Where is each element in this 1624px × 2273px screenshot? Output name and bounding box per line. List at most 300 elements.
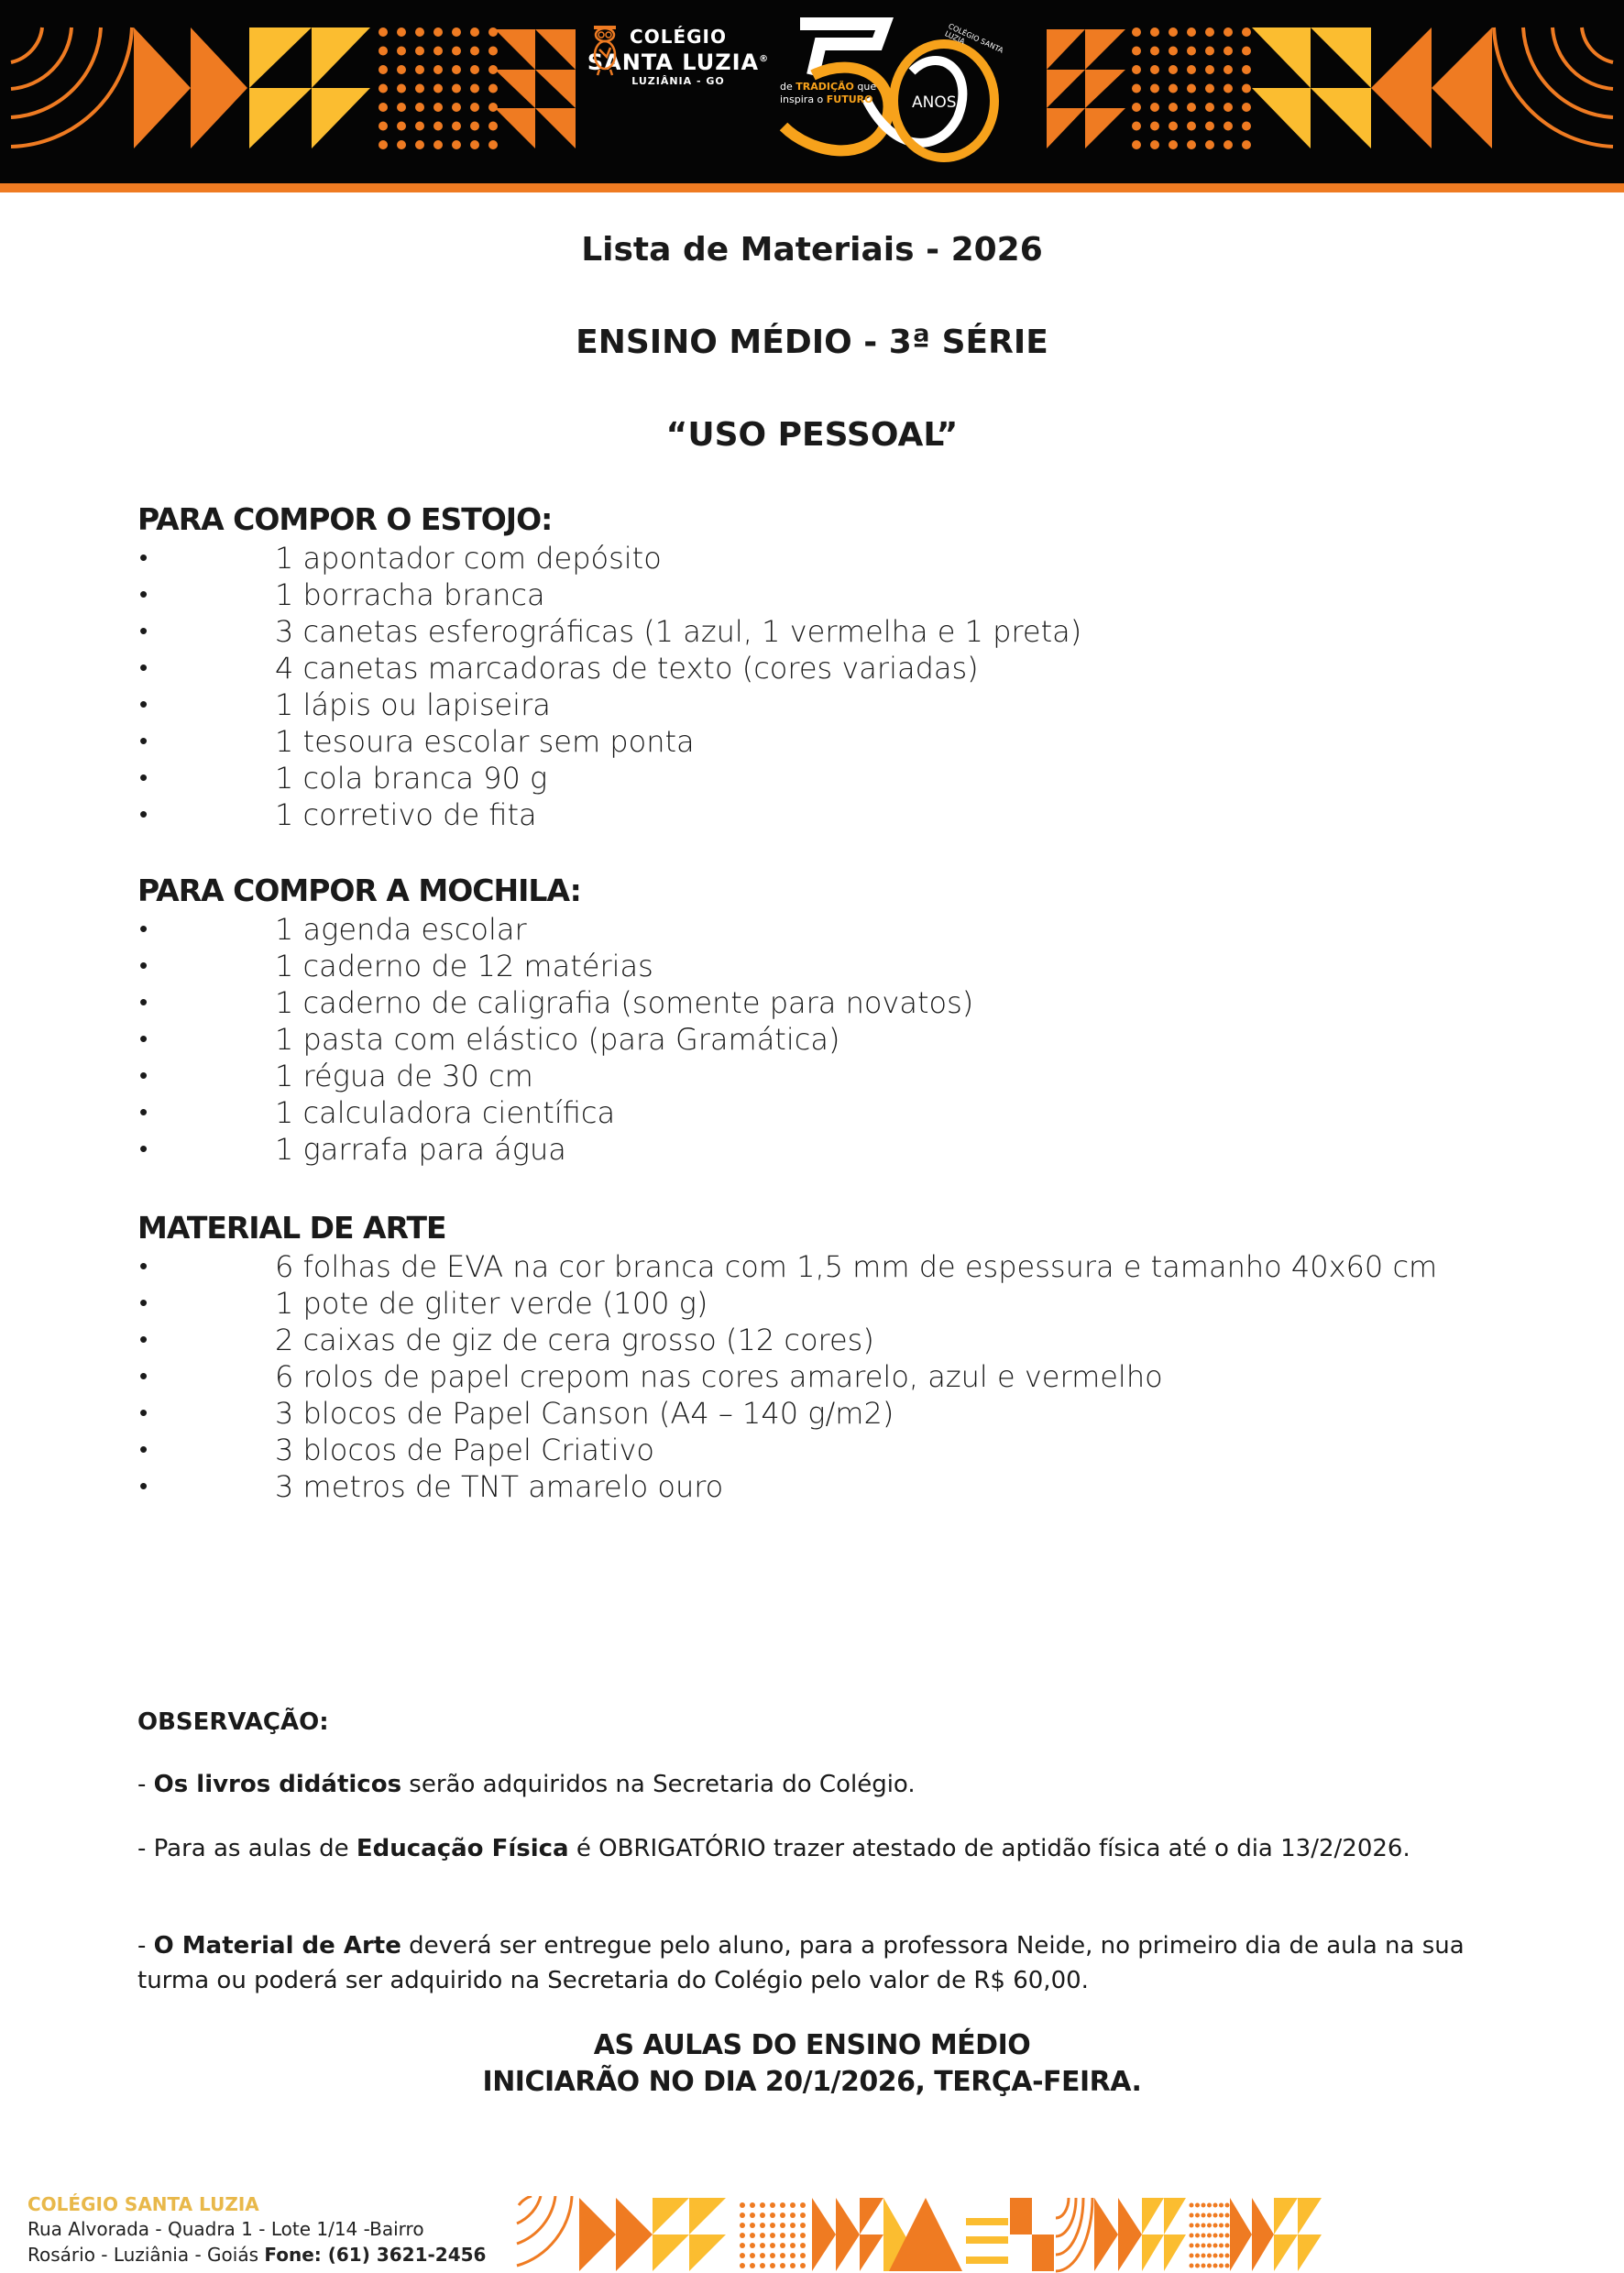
list-item xyxy=(137,1322,1494,1358)
dot-shape xyxy=(397,27,406,37)
dot-shape xyxy=(1187,122,1196,131)
dot-shape xyxy=(740,2243,745,2248)
list-item xyxy=(137,1058,1494,1094)
dot-shape xyxy=(1190,2224,1194,2228)
dot-shape xyxy=(790,2243,796,2248)
dot-shape xyxy=(1205,65,1214,74)
list-item-text: 1 lápis ou lapiseira xyxy=(275,687,551,722)
dot-shape xyxy=(1219,2203,1223,2208)
footer-decoration xyxy=(513,2196,1624,2273)
dot-shape xyxy=(1207,2244,1212,2248)
dot-shape xyxy=(800,2213,806,2218)
bullet-icon: • xyxy=(139,544,148,572)
dot-shape xyxy=(1219,2224,1223,2228)
dot-shape xyxy=(760,2223,765,2228)
list-item-text: 1 caderno de caligrafia (somente para novatos) xyxy=(275,985,974,1020)
dot-shape xyxy=(1219,2234,1223,2238)
final-notice xyxy=(0,2027,1624,2101)
dot-shape xyxy=(397,84,406,93)
list-item-text: 1 calculadora científica xyxy=(275,1095,616,1130)
triangle-shape xyxy=(312,88,370,148)
triangle-shape xyxy=(249,88,312,148)
dot-shape xyxy=(1190,2234,1194,2238)
dot-shape xyxy=(1207,2264,1212,2268)
dot-shape xyxy=(780,2253,785,2258)
dot-shape xyxy=(452,122,461,131)
dot-shape xyxy=(1187,103,1196,112)
list-item-text: 3 blocos de Papel Criativo xyxy=(275,1433,654,1467)
dot-shape xyxy=(1219,2254,1223,2258)
dot-shape xyxy=(800,2202,806,2208)
dot-shape xyxy=(470,65,479,74)
item-list xyxy=(137,540,1494,833)
dot-shape xyxy=(1207,2234,1212,2238)
dot-shape xyxy=(415,47,424,56)
dot-shape xyxy=(1150,122,1159,131)
dot-shape xyxy=(1202,2244,1206,2248)
dot-shape xyxy=(790,2213,796,2218)
dot-shape xyxy=(1195,2244,1200,2248)
dot-shape xyxy=(470,122,479,131)
dot-shape xyxy=(452,84,461,93)
dot-shape xyxy=(770,2263,775,2268)
dot-shape xyxy=(379,65,388,74)
dot-shape xyxy=(1150,27,1159,37)
bullet-icon: • xyxy=(139,691,148,719)
bullet-icon: • xyxy=(139,1400,148,1427)
bullet-icon: • xyxy=(139,1326,148,1354)
dot-shape xyxy=(379,122,388,131)
bullet-icon: • xyxy=(139,916,148,943)
dot-shape xyxy=(1219,2264,1223,2268)
triangle-shape xyxy=(1047,29,1085,70)
section-mochila xyxy=(137,871,1494,1168)
bullet-icon: • xyxy=(139,1062,148,1090)
dot-shape xyxy=(397,103,406,112)
dot-shape xyxy=(1132,47,1141,56)
dot-shape xyxy=(800,2233,806,2238)
list-item-text: 1 agenda escolar xyxy=(275,912,527,947)
list-item xyxy=(137,1131,1494,1168)
level-title: ENSINO MÉDIO - 3ª SÉRIE xyxy=(576,324,1048,361)
dot-shape xyxy=(800,2223,806,2228)
dot-shape xyxy=(750,2213,755,2218)
bullet-icon: • xyxy=(139,1026,148,1053)
bullet-icon: • xyxy=(139,1363,148,1390)
dot-shape xyxy=(379,140,388,149)
dot-shape xyxy=(1207,2203,1212,2208)
dot-shape xyxy=(1150,140,1159,149)
dot-shape xyxy=(1150,47,1159,56)
dot-shape xyxy=(1213,2254,1218,2258)
list-item xyxy=(137,1094,1494,1131)
dot-shape xyxy=(1195,2224,1200,2228)
dot-shape xyxy=(470,103,479,112)
list-item xyxy=(137,613,1494,650)
list-item xyxy=(137,911,1494,948)
dot-shape xyxy=(415,84,424,93)
dot-shape xyxy=(1169,84,1178,93)
section-heading: PARA COMPOR O ESTOJO: xyxy=(137,501,553,537)
dot-shape xyxy=(740,2202,745,2208)
dot-shape xyxy=(488,122,498,131)
section-heading: MATERIAL DE ARTE xyxy=(137,1210,446,1246)
observation-livros: - Os livros didáticos serão adquiridos na Secretaria do Colégio. xyxy=(137,1771,916,1798)
dot-shape xyxy=(1150,84,1159,93)
dot-shape xyxy=(488,103,498,112)
dot-shape xyxy=(488,47,498,56)
dot-shape xyxy=(740,2263,745,2268)
list-item-text: 3 blocos de Papel Canson (A4 – 140 g/m2) xyxy=(275,1396,894,1431)
section-heading: PARA COMPOR A MOCHILA: xyxy=(137,873,581,908)
dot-shape xyxy=(770,2213,775,2218)
dot-shape xyxy=(1132,122,1141,131)
dot-shape xyxy=(780,2213,785,2218)
footer-address-line1: Rua Alvorada - Quadra 1 - Lote 1/14 -Bairro xyxy=(27,2218,424,2240)
dot-shape xyxy=(488,84,498,93)
triangle-shape xyxy=(1085,70,1125,108)
list-item-text: 1 pote de gliter verde (100 g) xyxy=(275,1286,708,1321)
dot-shape xyxy=(1242,47,1251,56)
dot-shape xyxy=(750,2253,755,2258)
list-item-text: 3 canetas esferográficas (1 azul, 1 vermelha e 1 preta) xyxy=(275,614,1082,649)
dot-shape xyxy=(1202,2254,1206,2258)
triangle-shape xyxy=(535,29,576,70)
footer-school-name: COLÉGIO SANTA LUZIA xyxy=(27,2193,259,2215)
dot-shape xyxy=(379,47,388,56)
item-list xyxy=(137,911,1494,1168)
dot-shape xyxy=(1187,47,1196,56)
list-item-text: 1 corretivo de fita xyxy=(275,797,537,832)
list-item-text: 1 garrafa para água xyxy=(275,1132,566,1167)
dot-shape xyxy=(452,27,461,37)
dot-shape xyxy=(790,2233,796,2238)
dot-shape xyxy=(780,2263,785,2268)
dot-shape xyxy=(1195,2264,1200,2268)
dot-shape xyxy=(433,27,443,37)
dot-shape xyxy=(452,103,461,112)
bullet-icon: • xyxy=(139,1290,148,1317)
triangle-shape xyxy=(1047,70,1085,108)
dot-shape xyxy=(452,140,461,149)
dot-shape xyxy=(740,2213,745,2218)
dot-shape xyxy=(1207,2213,1212,2218)
final-notice-line2: INICIARÃO NO DIA 20/1/2026, TERÇA-FEIRA. xyxy=(482,2066,1142,2098)
footer-address-line2: Rosário - Luziânia - Goiás Fone: (61) 3621-2456 xyxy=(27,2244,487,2266)
dot-shape xyxy=(1225,2213,1230,2218)
dot-shape xyxy=(770,2223,775,2228)
list-item-text: 1 tesoura escolar sem ponta xyxy=(275,724,695,759)
bullet-icon: • xyxy=(139,1473,148,1500)
dot-shape xyxy=(1187,65,1196,74)
dot-shape xyxy=(740,2233,745,2238)
dot-shape xyxy=(433,65,443,74)
arcs-right-icon xyxy=(1494,27,1613,147)
dot-shape xyxy=(1190,2203,1194,2208)
dot-shape xyxy=(1150,103,1159,112)
dot-shape xyxy=(770,2243,775,2248)
dot-shape xyxy=(1242,65,1251,74)
anniversary-logo xyxy=(774,16,1008,163)
list-item xyxy=(137,540,1494,576)
triangle-shape xyxy=(1085,29,1125,70)
list-item-text: 6 folhas de EVA na cor branca com 1,5 mm de espessura e tamanho 40x60 cm xyxy=(275,1249,1438,1284)
dot-shape xyxy=(1190,2244,1194,2248)
observation-heading: OBSERVAÇÃO: xyxy=(137,1708,329,1736)
list-item-text: 3 metros de TNT amarelo ouro xyxy=(275,1469,724,1504)
banner-orange-stripe xyxy=(0,183,1624,192)
dot-shape xyxy=(1225,2264,1230,2268)
list-item xyxy=(137,984,1494,1021)
footer-arcs-left-icon xyxy=(517,2196,572,2266)
triangle-shape xyxy=(1311,27,1371,88)
list-item xyxy=(137,796,1494,833)
page-title: Lista de Materiais - 2026 xyxy=(581,231,1043,269)
dot-shape xyxy=(1219,2244,1223,2248)
dot-grid-left xyxy=(379,27,498,149)
footer-phone: Fone: (61) 3621-2456 xyxy=(264,2244,487,2266)
dot-shape xyxy=(1187,84,1196,93)
dot-shape xyxy=(415,65,424,74)
bullet-icon: • xyxy=(139,1136,148,1163)
header-banner xyxy=(0,0,1624,183)
dot-shape xyxy=(1187,140,1196,149)
owl-mascot-icon xyxy=(587,22,623,77)
dot-shape xyxy=(1242,140,1251,149)
list-item xyxy=(137,1358,1494,1395)
list-item xyxy=(137,1432,1494,1468)
triangle-shape xyxy=(1432,27,1492,148)
dot-shape xyxy=(1213,2264,1218,2268)
bullet-icon: • xyxy=(139,618,148,645)
logo-colegio-text: COLÉGIO xyxy=(630,26,727,48)
dot-shape xyxy=(1207,2254,1212,2258)
dot-shape xyxy=(433,122,443,131)
dot-shape xyxy=(780,2223,785,2228)
dot-shape xyxy=(740,2223,745,2228)
observation-educacao-fisica: - Para as aulas de Educação Física é OBRIGATÓRIO trazer atestado de aptidão física até o dia 13/2/2026. xyxy=(137,1835,1410,1862)
dot-shape xyxy=(800,2253,806,2258)
dot-shape xyxy=(780,2202,785,2208)
dot-shape xyxy=(488,140,498,149)
dot-shape xyxy=(1195,2203,1200,2208)
dot-shape xyxy=(1242,122,1251,131)
dot-shape xyxy=(750,2223,755,2228)
dot-shape xyxy=(740,2253,745,2258)
bullet-icon: • xyxy=(139,654,148,682)
dot-shape xyxy=(415,122,424,131)
dot-shape xyxy=(790,2202,796,2208)
list-item-text: 2 caixas de giz de cera grosso (12 cores) xyxy=(275,1323,874,1357)
list-item xyxy=(137,1248,1494,1285)
dot-shape xyxy=(760,2202,765,2208)
dot-shape xyxy=(1223,140,1233,149)
list-item-text: 4 canetas marcadoras de texto (cores variadas) xyxy=(275,651,979,686)
section-arte xyxy=(137,1208,1494,1505)
triangle-shape xyxy=(1047,108,1085,148)
dot-shape xyxy=(1223,65,1233,74)
dot-shape xyxy=(1213,2213,1218,2218)
dot-shape xyxy=(1223,84,1233,93)
dot-shape xyxy=(1205,122,1214,131)
dot-shape xyxy=(1190,2264,1194,2268)
dot-shape xyxy=(1207,2224,1212,2228)
dot-shape xyxy=(1223,103,1233,112)
dot-shape xyxy=(433,140,443,149)
dot-shape xyxy=(1190,2254,1194,2258)
bullet-icon: • xyxy=(139,581,148,609)
dot-shape xyxy=(760,2233,765,2238)
triangle-shape xyxy=(134,27,191,148)
dot-shape xyxy=(379,103,388,112)
bullet-icon: • xyxy=(139,728,148,755)
dot-shape xyxy=(397,47,406,56)
triangle-shape xyxy=(1252,88,1311,148)
list-item xyxy=(137,686,1494,723)
dot-shape xyxy=(1132,140,1141,149)
dot-shape xyxy=(1169,47,1178,56)
list-item xyxy=(137,1395,1494,1432)
dot-shape xyxy=(1225,2244,1230,2248)
list-item-text: 1 apontador com depósito xyxy=(275,541,662,576)
observation-material-arte: - O Material de Arte deverá ser entregue pelo aluno, para a professora Neide, no primeiro dia de aula na sua turma ou poderá ser adquirido na Secretaria do Colégio pelo valor de R$ 60,00. xyxy=(137,1932,1465,1994)
dot-shape xyxy=(1242,103,1251,112)
dot-shape xyxy=(1213,2244,1218,2248)
list-item xyxy=(137,948,1494,984)
list-item xyxy=(137,760,1494,796)
dot-shape xyxy=(1225,2234,1230,2238)
dot-shape xyxy=(780,2233,785,2238)
triangle-shape xyxy=(495,108,535,148)
school-logo xyxy=(587,20,770,158)
dot-shape xyxy=(1242,27,1251,37)
dot-shape xyxy=(750,2202,755,2208)
dot-shape xyxy=(760,2243,765,2248)
dot-shape xyxy=(1132,65,1141,74)
dot-shape xyxy=(433,103,443,112)
dot-shape xyxy=(760,2253,765,2258)
list-item-text: 1 borracha branca xyxy=(275,577,545,612)
dot-shape xyxy=(433,84,443,93)
dot-shape xyxy=(470,27,479,37)
list-item xyxy=(137,723,1494,760)
triangle-shape xyxy=(312,27,370,88)
dot-shape xyxy=(1205,47,1214,56)
item-list xyxy=(137,1248,1494,1505)
bullet-icon: • xyxy=(139,1436,148,1464)
triangle-shape xyxy=(1371,27,1432,148)
triangle-shape xyxy=(1085,108,1125,148)
dot-shape xyxy=(470,84,479,93)
dot-shape xyxy=(1169,27,1178,37)
dot-shape xyxy=(1202,2264,1206,2268)
dot-shape xyxy=(1132,103,1141,112)
dot-shape xyxy=(379,84,388,93)
dot-shape xyxy=(452,47,461,56)
dot-shape xyxy=(1225,2224,1230,2228)
list-item-text: 1 cola branca 90 g xyxy=(275,761,548,796)
triangle-shape xyxy=(535,70,576,108)
dot-grid-right xyxy=(1132,27,1251,149)
dot-shape xyxy=(1213,2224,1218,2228)
dot-shape xyxy=(379,27,388,37)
dot-shape xyxy=(790,2223,796,2228)
dot-shape xyxy=(415,103,424,112)
dot-shape xyxy=(470,47,479,56)
dot-shape xyxy=(790,2263,796,2268)
dot-shape xyxy=(1213,2234,1218,2238)
logo-school-name: SANTA LUZIA® xyxy=(587,49,770,75)
bullet-icon: • xyxy=(139,764,148,792)
dot-shape xyxy=(1242,84,1251,93)
triangle-shape xyxy=(495,70,535,108)
dot-shape xyxy=(397,122,406,131)
dot-shape xyxy=(397,65,406,74)
dot-shape xyxy=(760,2263,765,2268)
dot-shape xyxy=(1219,2213,1223,2218)
dot-shape xyxy=(1169,65,1178,74)
list-item xyxy=(137,1285,1494,1322)
dot-shape xyxy=(1195,2254,1200,2258)
dot-shape xyxy=(1169,103,1178,112)
list-item xyxy=(137,1021,1494,1058)
anniversary-anos: ANOS xyxy=(912,93,957,112)
dot-shape xyxy=(1205,27,1214,37)
dot-shape xyxy=(1205,103,1214,112)
dot-shape xyxy=(415,140,424,149)
dot-shape xyxy=(1195,2234,1200,2238)
list-item xyxy=(137,650,1494,686)
dot-shape xyxy=(1169,140,1178,149)
dot-shape xyxy=(1150,65,1159,74)
section-estojo xyxy=(137,500,1494,833)
bullet-icon: • xyxy=(139,952,148,980)
dot-shape xyxy=(452,65,461,74)
triangle-shape xyxy=(191,27,247,148)
dot-shape xyxy=(1202,2203,1206,2208)
anniversary-tagline: de TRADIÇÃO que inspira o FUTURO xyxy=(780,81,877,105)
dot-shape xyxy=(750,2243,755,2248)
usage-title: “USO PESSOAL” xyxy=(665,416,959,454)
dot-shape xyxy=(1223,47,1233,56)
dot-shape xyxy=(800,2243,806,2248)
dot-shape xyxy=(780,2243,785,2248)
dot-shape xyxy=(1213,2203,1218,2208)
list-item-text: 1 caderno de 12 matérias xyxy=(275,949,653,983)
dot-shape xyxy=(1187,27,1196,37)
list-item xyxy=(137,576,1494,613)
list-item-text: 6 rolos de papel crepom nas cores amarelo, azul e vermelho xyxy=(275,1359,1163,1394)
bullet-icon: • xyxy=(139,1099,148,1126)
arcs-left-icon xyxy=(11,27,132,147)
dot-shape xyxy=(770,2233,775,2238)
dot-shape xyxy=(770,2202,775,2208)
dot-shape xyxy=(415,27,424,37)
dot-shape xyxy=(433,47,443,56)
triangle-shape xyxy=(1311,88,1371,148)
dot-shape xyxy=(1225,2203,1230,2208)
list-item-text: 1 pasta com elástico (para Gramática) xyxy=(275,1022,840,1057)
dot-shape xyxy=(470,140,479,149)
bullet-icon: • xyxy=(139,989,148,1016)
logo-city: LUZIÂNIA - GO xyxy=(631,75,725,87)
bullet-icon: • xyxy=(139,801,148,829)
dot-shape xyxy=(1195,2213,1200,2218)
triangle-shape xyxy=(249,27,312,88)
dot-shape xyxy=(800,2263,806,2268)
dot-shape xyxy=(1205,140,1214,149)
triangle-shape xyxy=(1252,27,1311,88)
